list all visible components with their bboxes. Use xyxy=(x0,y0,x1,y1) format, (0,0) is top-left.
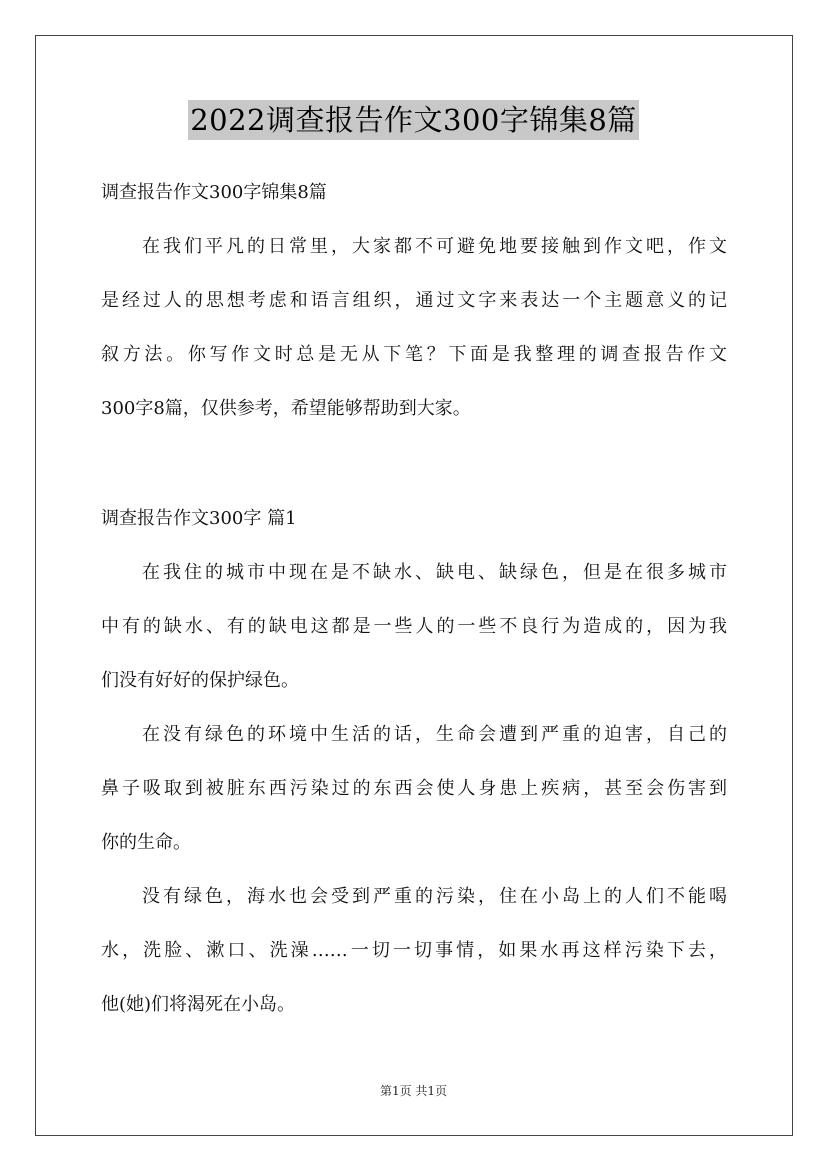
paragraph-line: 在我住的城市中现在是不缺水、缺电、缺绿色，但是在很多城市 xyxy=(142,562,727,583)
title-container xyxy=(0,100,827,140)
paragraph-line: 没有绿色，海水也会受到严重的污染，住在小岛上的人们不能喝 xyxy=(142,886,727,907)
document-title: 2022调查报告作文300字锦集8篇 xyxy=(188,100,639,140)
intro-line: 叙方法。你写作文时总是无从下笔？下面是我整理的调查报告作文 xyxy=(101,344,727,365)
paragraph-line: 水，洗脸、漱口、洗澡……一切一切事情，如果水再这样污染下去， xyxy=(101,940,727,961)
paragraph-line: 中有的缺水、有的缺电这都是一些人的一些不良行为造成的，因为我 xyxy=(101,616,727,637)
paragraph-line: 他(她)们将渴死在小岛。 xyxy=(101,994,296,1015)
document-subtitle: 调查报告作文300字锦集8篇 xyxy=(101,182,327,203)
paragraph-line: 鼻子吸取到被脏东西污染过的东西会使人身患上疾病，甚至会伤害到 xyxy=(101,778,727,799)
paragraph-line: 在没有绿色的环境中生活的话，生命会遭到严重的迫害，自己的 xyxy=(142,724,727,745)
intro-line: 在我们平凡的日常里，大家都不可避免地要接触到作文吧，作文 xyxy=(142,236,727,257)
page-footer: 第1页 共1页 xyxy=(379,1084,448,1098)
section-heading: 调查报告作文300字 篇1 xyxy=(101,508,297,529)
paragraph-line: 你的生命。 xyxy=(101,832,191,853)
intro-line: 是经过人的思想考虑和语言组织，通过文字来表达一个主题意义的记 xyxy=(101,290,727,311)
paragraph-line: 们没有好好的保护绿色。 xyxy=(101,670,299,691)
intro-line: 300字8篇，仅供参考，希望能够帮助到大家。 xyxy=(101,398,471,419)
